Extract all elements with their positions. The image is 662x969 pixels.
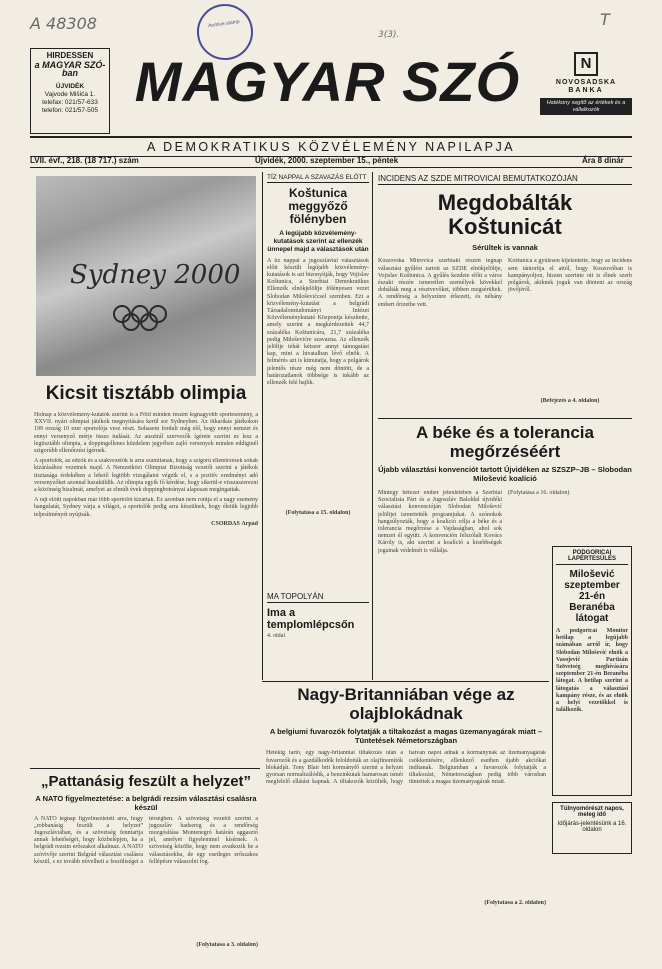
topolya-headline: Ima a templomlépcsőn — [267, 607, 355, 632]
olympia-signature: CSORDÁS Árpád — [211, 520, 258, 527]
bank-name: BANKA — [568, 87, 604, 94]
stamp-text: Archive stamp — [207, 18, 240, 30]
ad-line: telefon: 021/57-505 — [41, 107, 99, 114]
divider — [262, 681, 549, 682]
nato-subhead: A NATO figyelmeztetése: a belgrádi rezsim választási csalásra készül — [35, 793, 257, 812]
kosovo-headline: Megdobálták Koštunicát — [437, 190, 573, 240]
corner-mark: T — [600, 10, 610, 29]
ad-line: a MAGYAR SZÓ-ban — [34, 60, 106, 78]
issue-price: Ára 8 dinár — [582, 156, 624, 165]
nato-continued: (Folytatása a 3. oldalon) — [196, 941, 258, 948]
olympic-photo — [36, 176, 256, 376]
topolya-page-ref: 4. oldal — [267, 633, 285, 640]
podgorica-header: PODGORICAI LAPÉRTESÜLÉS — [556, 550, 628, 565]
topolya-header: MA TOPOLYÁN — [267, 592, 369, 603]
kosovo-body: Koštunica a gyűlésen kijelentette, hogy az incidens sem tántorítja el attól, hogy Koszovóban is kampányoljon, hiszen szerinte ott is élnek szerb polgárok, akiknek joguk van dönteni az ország jövőjéről. — [508, 258, 632, 294]
divider — [378, 418, 632, 419]
britain-headline: Nagy-Britanniában vége az olajblokádnak — [297, 685, 515, 723]
kostunica-kicker: TÍZ NAPPAL A SZAVAZÁS ELŐTT — [267, 174, 369, 183]
beke-headline: A béke és a tolerancia megőrzéséért — [416, 423, 594, 461]
issue-volume: LVII. évf., 218. (18 717.) szám — [30, 156, 139, 165]
olympic-rings-icon — [110, 304, 190, 334]
beke-continued: (Folytatása a 16. oldalon) — [508, 490, 570, 496]
nato-body: A NATO tegnap figyelmeztetett arra, hogy „robbanásig feszült a helyzet” Jugoszláviában, és a szövetség fenntartja annak lehetőségét, hogy közbelépjen, ha a belgrádi rezsim erőszakot alkalmaz. A NATO szóvivője szerint Belgrád választási csalásra készül, s ez tovább növelheti a feszültséget a térségben. A szövetség vezetői szerint a jugoszláv hadsereg és a rendőrség mozgósítása Montenegró határán aggasztó jel, amelyet figyelemmel kísérnek. A szövetség közölte, hogy nem avatkozik be a választásokba, de egy esetleges erőszakos fellépésre válaszolni fog. — [34, 815, 258, 865]
ad-line: ÚJVIDÉK — [55, 83, 85, 90]
forecast-page-ref: Időjárás-jelentésünk a 16. oldalon — [557, 821, 627, 833]
podgorica-body: A podgoricai Monitor hetilap a legújabb számában arról ír, hogy Slobodan Milošević elnök a Vasojević Partizán Szövetség meghívására szeptember 21-én Beranéba látogat. A hetilap szerint a látogatás a választási kampány része, és az elnök a helyi vezetőkkel is találkozik. — [556, 628, 628, 714]
beke-subhead: Újabb választási konvenciót tartott Újvidéken az SZSZP–JB – Slobodan Milošević koalíció — [378, 465, 632, 484]
divider — [30, 167, 632, 168]
masthead-title: MAGYAR SZÓ — [134, 50, 521, 113]
tagline: A DEMOKRATIKUS KÖZVÉLEMÉNY NAPILAPJA — [30, 136, 632, 157]
pencil-note: 3(3). — [378, 30, 400, 40]
bank-slogan: Hatékony segítő az értékek és a vállalkozók — [540, 98, 632, 115]
kosovo-body: Koszovska Mitrovica szerbiaki részén tegnap választási gyűlést tartott az SZDE elnökjelöltje, Vojislav Koštunica. A gyűlés kezdete előtt a város északi részén ismeretlen személyek kövekkel dobálták meg a résztvevőket, többen megsérültek. A rendőrség a helyszínre érkezett, és néhány embert őrizetbe vett. — [378, 258, 502, 308]
ad-line: telefax: 021/57-633 — [42, 99, 98, 106]
ad-line: Vajvode Mišića 1. — [44, 91, 96, 98]
kostunica-body: A tíz nappal a jugoszláviai választások előtt készült legújabb közvélemény-kutatások is azt bizonyítják, hogy Vojislav Koštunica, a Szerbiai Demokratikus Ellenzék elnökjelöltje fölényesen vezet Slobodan Miloševićcsel szemben. Ezt a közvélemény-kutatást a belgrádi Társadalomtudományi Intézet Közvéleménykutató Központja készítette, amely szerint a megkérdezettek 44,7 százaléka Koštunicára, 21,7 százaléka pedig Miloševićre szavazna. Az ellenzék jelöltje tehát kétszer annyi támogatást kap, mint a hivatalban lévő elnök. A felmérés azt is kimutatja, hogy a polgárok jelentős része még nem döntött, de a határozatlanok többsége is inkább az ellenzék felé hajlik. — [267, 257, 369, 387]
kosovo-kicker: INCIDENS AZ SZDE MITROVICAI BEMUTATKOZÓJÁN — [378, 174, 632, 185]
olympia-headline: Kicsit tisztább olimpia — [45, 383, 247, 404]
kosovo-continued: (Befejezés a 4. oldalon) — [540, 398, 600, 405]
olympia-body: A rajt előtti napokban már több sportolót kizártak. Ez azonban nem rontja el a nagy esemény hangulatát, Sydney várja a világot, a sportolók pedig arra készülnek, hogy életük legjobb teljesítményét nyújtsák. — [34, 497, 258, 518]
britain-continued: (Folytatása a 2. oldalon) — [484, 900, 546, 907]
britain-subhead: A belgiumi fuvarozók folytatják a tiltakozást a magas üzemanyagárak miatt – Tüntetések Németországban — [269, 727, 543, 746]
ad-box — [30, 48, 110, 134]
column-divider — [262, 172, 263, 680]
beke-body: Mintegy hétezer ember jelenlétében a Szerbiai Szocialista Párt és a Jugoszláv Baloldal újvidéki választási konvencióján Slobodan Milošević jelöltjei ismertették programjukat. A szónokok hangsúlyozták, hogy a koalíció célja a béke és a tolerancia megőrzése a Vajdaságban, ahol sok nemzet él együtt. A konvención felszólalt Kovács Károly is, aki szerint a koalíció a kisebbségek jogainak védelmét is vállalja. — [378, 490, 502, 554]
olympia-body: A sportolók, az edzők és a szakvezetők is arra számítanak, hogy a szigorú ellenőrzések sokak kizárásához vezetnek majd. A Nemzetközi Olimpiai Bizottság vezetői szerint a játékok tisztasága érdekében a lehető legtöbb vizsgálatot végzik el, s a pozitív eredményt adó versenyzőket azonnal hazaküldik. Az olimpia egyik fő kérdése, hogy sikerül-e visszaszerezni a közönség bizalmát, amelyet az elmúlt évek doppingbotrányai alaposan megingattak. — [34, 458, 258, 494]
photo-caption: Sydney 2000 — [70, 260, 241, 290]
column-divider — [372, 172, 373, 680]
kostunica-continued: (Folytatása a 15. oldalon) — [285, 509, 351, 516]
ad-line: HIRDESSEN — [46, 51, 94, 60]
nato-headline: „Pattanásig feszült a helyzet” — [40, 773, 252, 790]
kostunica-headline: Koštunica meggyőző fölényben — [288, 186, 348, 227]
issue-date: Újvidék, 2000. szeptember 15., péntek — [255, 156, 399, 165]
bank-logo-icon: N — [574, 52, 598, 76]
archive-number: A 48308 — [30, 14, 97, 33]
divider — [30, 768, 260, 769]
bank-name: NOVOSADSKA — [555, 79, 617, 86]
kostunica-subhead: A legújabb közvélemény-kutatások szerint az ellenzék ünnepel majd a választások után — [267, 229, 369, 253]
bank-ad — [540, 52, 632, 134]
forecast-headline: Túlnyomórészt napos, meleg idő — [560, 806, 624, 818]
kosovo-subhead: Sérültek is vannak — [472, 243, 538, 253]
britain-body: Hetekig tartó, egy nagy-britanniai tiltakozás után a fuvarozók és a gazdálkodók feloldották az olajfinomítók blokádját. Tony Blair brit kormányfő szerint a helyzet gyorsan normalizálódik, a benzinkutak hamarosan ismét megfelelő ellátást kapnak. A tiltakozók közölték, hogy hatvan napot adnak a kormánynak az üzemanyagárak csökkentésére, ellenkező esetben újabb akciókat indítanak. Belgiumban a fuvarozók folytatják a tiltakozást, Németországban pedig több városban tüntettek a magas üzemanyagárak miatt. — [266, 750, 546, 786]
podgorica-headline: Milošević szeptember 21-én Beranéba látogat — [564, 569, 620, 624]
olympia-body: Holnap a közvélemény-kutatók szerint is a Föld minden részén legnagyobb sportesemény, a XXVII. nyári olimpiai játékok megnyitására kerül sor Sydneyben. Az ötkarikás játékokon 199 ország 10 ezer sportolója vesz részt. Sohasem fordult még elő, hogy ennyi nemzet és ennyi versenyző mérje össze tudását. Az ausztrál szervezők ígérete szerint ez lesz a legtisztább olimpia, a doppingellenes küzdelem jegyében zajló versenyek minden eddiginél szigorúbb ellenőrzést ígérnek. — [34, 412, 258, 455]
